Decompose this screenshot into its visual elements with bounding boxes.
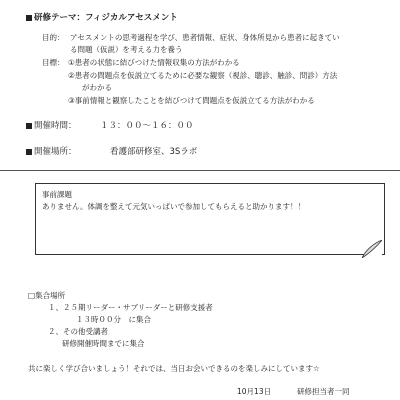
meeting-item-2-time: 研修開催時間までに集合 [62,339,145,348]
assignment-box [35,183,385,255]
footer-signature: 研修担当者一同 [297,387,350,396]
goal-item-1: ①患者の状態に結びつけた情報収集の方法がわかる [68,58,240,67]
meeting-item-1-time: １３時００分 に集合 [76,315,151,324]
place-label: 開催場所： [34,147,77,157]
purpose-label: 目的： [42,33,65,42]
goal-item-2: ②患者の問題点を仮説立てるために必要な観察（視診、聴診、触診、問診）方法 [68,71,338,80]
time-value: １３：００〜１６：００ [100,121,194,131]
time-bullet-icon [26,123,32,129]
goal-item-3: ③事前情報と観察したことを結びつけて問題点を仮説立てる方法がわかる [68,96,315,105]
theme-title: 研修テーマ：フィジカルアセスメント [34,13,178,23]
meeting-item-1: １、２５期リーダー・サブリーダーと研修支援者 [48,303,213,312]
theme-bullet-icon [26,15,32,21]
place-value: 看護部研修室、3Sラボ [110,147,198,157]
footer-date: 10月13日 [237,387,272,396]
goal-item-2-cont: がわかる [82,83,112,92]
page-curl-icon [362,240,382,258]
meeting-item-2: ２、その他受講者 [48,327,108,336]
purpose-line-2: る問題（仮説）を考える力を養う [70,45,183,54]
assignment-body: ありません。体調を整えて元気いっぱいで参加してもらえると助かります！！ [42,202,305,211]
time-label: 開催時間： [34,121,77,131]
section-divider [0,170,400,171]
place-bullet-icon [26,149,32,155]
meeting-title: □集合場所 [28,291,66,300]
goal-label: 目標： [42,58,65,67]
assignment-title: 事前課題 [42,190,72,199]
closing-message: 共に楽しく学び合いましょう！それでは、当日お会いできるのを楽しみにしています☆ [28,364,320,373]
purpose-line-1: アセスメントの思考過程を学び、患者情報、症状、身体所見から患者に起きてい [70,33,340,42]
